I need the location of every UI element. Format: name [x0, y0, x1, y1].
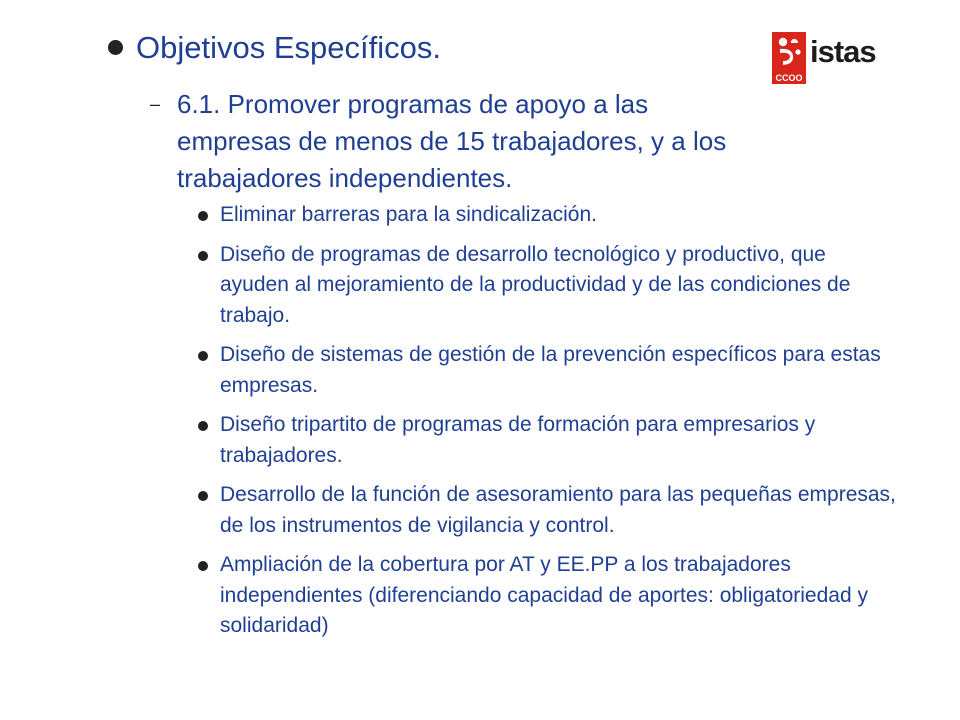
list-item: [198, 550, 898, 642]
list-item-text: Desarrollo de la función de asesoramiento para las pequeñas empresas, de los instrumentos de vigilancia y control.: [220, 483, 896, 537]
list-item-text: Eliminar barreras para la sindicalización.: [220, 203, 597, 226]
list-item: [198, 240, 898, 332]
ccoo-mark-text: CCOO: [775, 73, 803, 83]
list-item: [198, 410, 898, 471]
dash-icon: –: [150, 94, 161, 114]
bullet-icon: [198, 561, 208, 571]
bullet-icon: [198, 491, 208, 501]
list-item-text: Diseño de programas de desarrollo tecnológico y productivo, que ayuden al mejoramiento de la productividad y de las condiciones de trabajo.: [220, 242, 851, 327]
subheading-text: [177, 86, 867, 197]
list-item: [198, 340, 898, 401]
list-item-text: Diseño tripartito de programas de formación para empresarios y trabajadores.: [220, 413, 816, 467]
list-item: [198, 200, 898, 231]
bullet-icon: [198, 251, 208, 261]
list-item-text: Ampliación de la cobertura por AT y EE.PP a los trabajadores independientes (diferenciando capacidad de aportes: obligatoriedad y solidaridad): [220, 553, 868, 637]
list-item-text: Diseño de sistemas de gestión de la prevención específicos para estas empresas.: [220, 343, 881, 397]
heading-text: Objetivos Específicos.: [136, 30, 441, 65]
logo-wordmark: istas: [810, 34, 876, 69]
istas-ccoo-logo-icon: [772, 32, 806, 84]
bullet-icon: [198, 211, 208, 221]
bullet-icon: [198, 421, 208, 431]
subheading-line: 6.1. Promover programas de apoyo a las: [177, 89, 649, 119]
objectives-list: [198, 200, 898, 651]
subheading-line: empresas de menos de 15 trabajadores, y a los: [177, 126, 727, 156]
bullet-icon: [198, 351, 208, 361]
list-item: [198, 480, 898, 541]
subheading-line: trabajadores independientes.: [177, 163, 513, 193]
bullet-icon: [108, 40, 123, 55]
istas-logo: [772, 32, 876, 84]
